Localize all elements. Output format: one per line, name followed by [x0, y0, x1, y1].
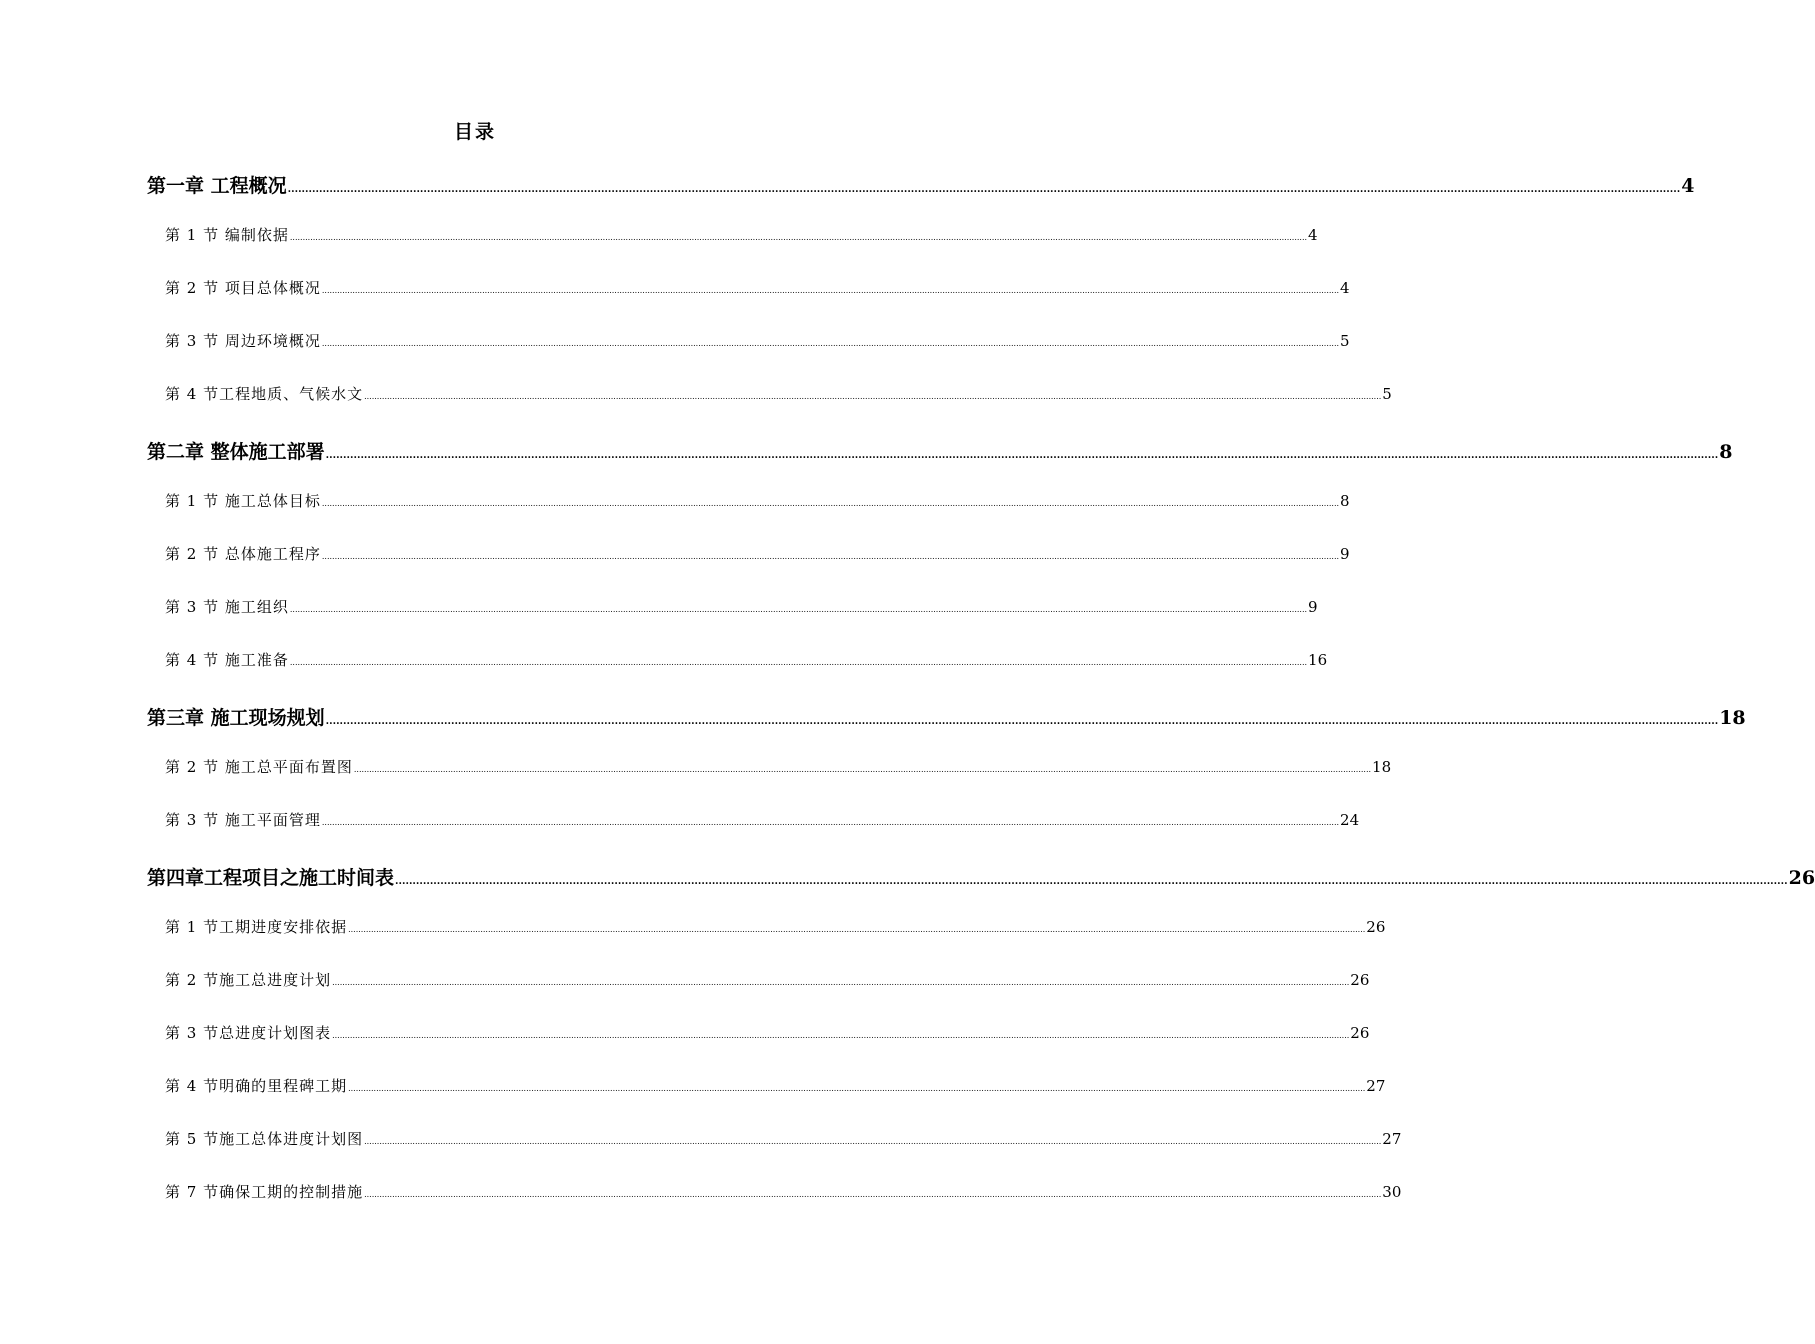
toc-section[interactable]: [165, 1022, 1370, 1044]
toc-entry-label: 第 3 节 施工组织: [165, 598, 289, 616]
toc-entry-label: 第 3 节 周边环境概况: [165, 332, 321, 350]
toc-section[interactable]: [165, 1181, 1402, 1203]
toc-leader-dots: ................................................................................................................................................................................................................................................................................................................................................................................................................: [325, 450, 1719, 461]
toc-page-number: 5: [1382, 385, 1392, 403]
toc-entry-label: 第 2 节施工总进度计划: [165, 971, 332, 989]
toc-page-number: 8: [1340, 492, 1350, 510]
toc-entry-label: 第 2 节 总体施工程序: [165, 545, 321, 563]
toc-leader-dots: ................................................................................................................................................................................................................................................................................................................................................................................................................: [321, 552, 1340, 561]
toc-page-number: 30: [1382, 1183, 1402, 1201]
toc-entry-label: 第 2 节 施工总平面布置图: [165, 758, 353, 776]
toc-entry-label: 第 5 节施工总体进度计划图: [165, 1130, 364, 1148]
toc-entry-label: 第四章工程项目之施工时间表: [147, 867, 395, 889]
toc-entry-label: 第一章 工程概况: [147, 175, 287, 197]
toc-section[interactable]: [165, 596, 1318, 618]
toc-page-number: 26: [1788, 867, 1815, 889]
toc-entry-label: 第二章 整体施工部署: [147, 441, 325, 463]
toc-entry-label: 第 7 节确保工期的控制措施: [165, 1183, 364, 1201]
toc-page-number: 24: [1340, 811, 1360, 829]
toc-page-number: 18: [1372, 758, 1392, 776]
toc-chapter[interactable]: [147, 703, 1746, 731]
toc-section[interactable]: [165, 916, 1386, 938]
toc-page-number: 4: [1340, 279, 1350, 297]
toc-leader-dots: ................................................................................................................................................................................................................................................................................................................................................................................................................: [332, 1031, 1350, 1040]
toc-chapter[interactable]: [147, 437, 1733, 465]
toc-page-number: 26: [1350, 971, 1370, 989]
toc-leader-dots: ................................................................................................................................................................................................................................................................................................................................................................................................................: [321, 286, 1340, 295]
toc-entry-label: 第三章 施工现场规划: [147, 707, 325, 729]
toc-section[interactable]: [165, 649, 1328, 671]
toc-leader-dots: ................................................................................................................................................................................................................................................................................................................................................................................................................: [289, 233, 1308, 242]
toc-page-number: 9: [1340, 545, 1350, 563]
toc-page-number: 9: [1308, 598, 1318, 616]
toc-page-number: 27: [1366, 1077, 1386, 1095]
toc-leader-dots: ................................................................................................................................................................................................................................................................................................................................................................................................................: [287, 184, 1681, 195]
toc-leader-dots: ................................................................................................................................................................................................................................................................................................................................................................................................................: [321, 339, 1340, 348]
toc-section[interactable]: [165, 809, 1360, 831]
toc-chapter[interactable]: [147, 863, 1815, 891]
toc-page-number: 18: [1719, 707, 1746, 729]
toc-entry-label: 第 3 节 施工平面管理: [165, 811, 321, 829]
toc-entry-label: 第 4 节工程地质、气候水文: [165, 385, 364, 403]
toc-section[interactable]: [165, 1128, 1402, 1150]
toc-page-number: 16: [1308, 651, 1328, 669]
toc-leader-dots: ................................................................................................................................................................................................................................................................................................................................................................................................................: [332, 978, 1350, 987]
toc-page-number: 26: [1350, 1024, 1370, 1042]
toc-leader-dots: ................................................................................................................................................................................................................................................................................................................................................................................................................: [289, 605, 1308, 614]
toc-title: 目录: [453, 121, 496, 143]
toc-chapter[interactable]: [147, 171, 1695, 199]
toc-page-number: 4: [1681, 175, 1695, 197]
toc-page-number: 5: [1340, 332, 1350, 350]
toc-leader-dots: ................................................................................................................................................................................................................................................................................................................................................................................................................: [364, 392, 1382, 401]
toc-section[interactable]: [165, 224, 1318, 246]
toc-page-number: 8: [1719, 441, 1733, 463]
toc-leader-dots: ................................................................................................................................................................................................................................................................................................................................................................................................................: [364, 1137, 1382, 1146]
toc-leader-dots: ................................................................................................................................................................................................................................................................................................................................................................................................................: [325, 716, 1719, 727]
toc-section[interactable]: [165, 490, 1350, 512]
toc-entry-label: 第 2 节 项目总体概况: [165, 279, 321, 297]
toc-page-number: 26: [1366, 918, 1386, 936]
toc-entry-label: 第 1 节 编制依据: [165, 226, 289, 244]
toc-leader-dots: ................................................................................................................................................................................................................................................................................................................................................................................................................: [321, 499, 1340, 508]
toc-leader-dots: ................................................................................................................................................................................................................................................................................................................................................................................................................: [348, 925, 1366, 934]
toc-leader-dots: ................................................................................................................................................................................................................................................................................................................................................................................................................: [353, 765, 1372, 774]
toc-section[interactable]: [165, 383, 1392, 405]
toc-entry-label: 第 3 节总进度计划图表: [165, 1024, 332, 1042]
toc-entry-label: 第 1 节工期进度安排依据: [165, 918, 348, 936]
toc-section[interactable]: [165, 1075, 1386, 1097]
toc-entry-label: 第 4 节 施工准备: [165, 651, 289, 669]
toc-entry-label: 第 4 节明确的里程碑工期: [165, 1077, 348, 1095]
toc-section[interactable]: [165, 330, 1350, 352]
toc-leader-dots: ................................................................................................................................................................................................................................................................................................................................................................................................................: [364, 1190, 1382, 1199]
toc-page-number: 27: [1382, 1130, 1402, 1148]
toc-page-number: 4: [1308, 226, 1318, 244]
toc-section[interactable]: [165, 277, 1350, 299]
toc-leader-dots: ................................................................................................................................................................................................................................................................................................................................................................................................................: [321, 818, 1340, 827]
toc-section[interactable]: [165, 969, 1370, 991]
toc-section[interactable]: [165, 543, 1350, 565]
toc-entry-label: 第 1 节 施工总体目标: [165, 492, 321, 510]
toc-leader-dots: ................................................................................................................................................................................................................................................................................................................................................................................................................: [395, 876, 1788, 887]
toc-leader-dots: ................................................................................................................................................................................................................................................................................................................................................................................................................: [348, 1084, 1366, 1093]
toc-leader-dots: ................................................................................................................................................................................................................................................................................................................................................................................................................: [289, 658, 1308, 667]
toc-section[interactable]: [165, 756, 1392, 778]
